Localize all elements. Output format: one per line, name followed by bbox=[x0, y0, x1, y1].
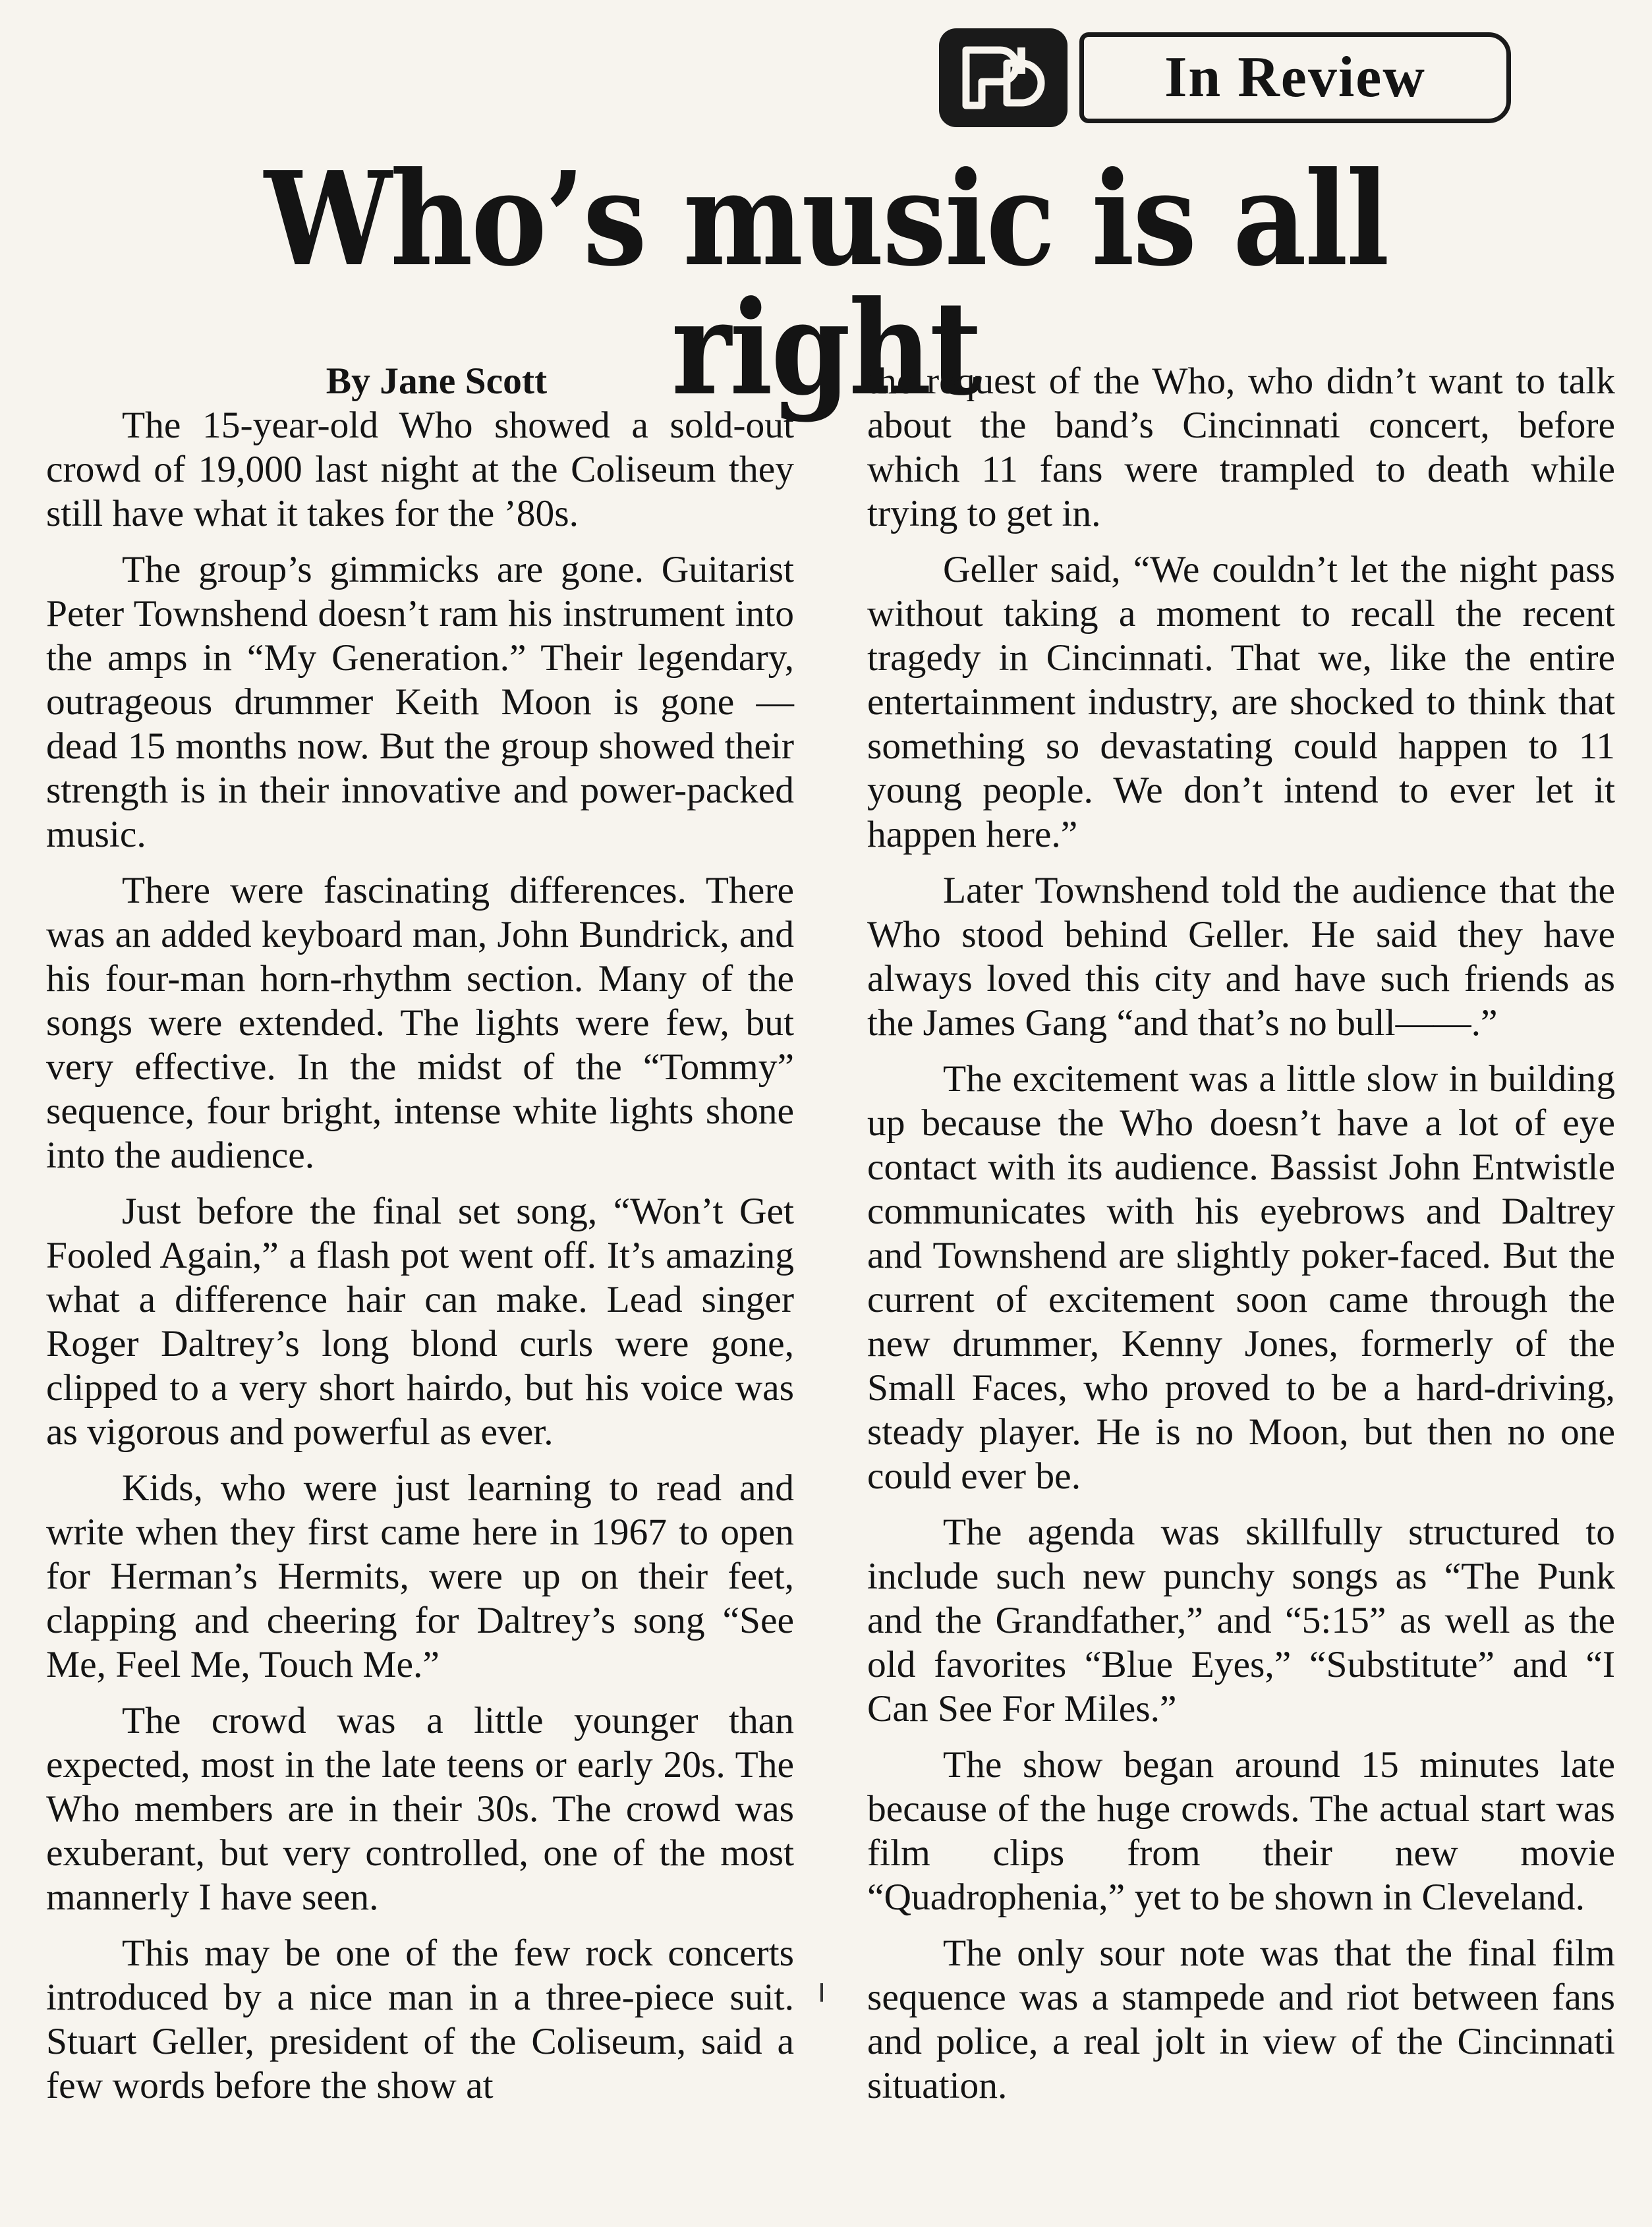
paragraph: The show began around 15 minutes late because of the huge crowds. The actual start was film clips from their new movie “Quadrophenia,” yet to be shown in Cleveland. bbox=[867, 1744, 1615, 1918]
byline: By Jane Scott bbox=[326, 360, 548, 402]
paragraph: The only sour note was that the final film sequence was a stampede and riot between fans and police, a real jolt in view of the Cincinnati situation. bbox=[867, 1932, 1615, 2106]
paragraph: The group’s gimmicks are gone. Guitarist Peter Townshend doesn’t ram his instrument into the amps in “My Generation.” Their legendary, outrageous drummer Keith Moon is gone — dead 15 months now. But the group showed their strength is in their innovative and power-packed music. bbox=[46, 549, 794, 855]
section-label: In Review bbox=[1164, 45, 1426, 109]
in-review-label bbox=[1079, 32, 1511, 123]
article-column-right bbox=[867, 359, 1615, 2120]
pd-logo-icon bbox=[954, 38, 1053, 117]
paragraph: Geller said, “We couldn’t let the night pass without taking a moment to recall the recent tragedy in Cincinnati. That we, like the entire entertainment industry, are shocked to think that something so devastating could happen to 11 young people. We don’t intend to ever let it happen here.” bbox=[867, 549, 1615, 855]
paragraph: There were fascinating differences. There was an added keyboard man, John Bundrick, and his four-man horn-rhythm section. Many of the songs were extended. The lights were few, but very effective. In the midst of the “Tommy” sequence, four bright, intense white lights shone into the audience. bbox=[46, 870, 794, 1176]
plain-dealer-logo bbox=[939, 28, 1068, 127]
paragraph: The 15-year-old Who showed a sold-out crowd of 19,000 last night at the Coliseum they still have what it takes for the ’80s. bbox=[46, 405, 794, 534]
section-flag bbox=[939, 26, 1511, 128]
paragraph: The agenda was skillfully structured to include such new punchy songs as “The Punk and the Grandfather,” and “5:15” as well as the old favorites “Blue Eyes,” “Substitute” and “I Can See For Miles.” bbox=[867, 1511, 1615, 1730]
column-divider-mark bbox=[820, 1983, 823, 2002]
headline: Who’s music is all right bbox=[264, 144, 1388, 424]
paragraph: the request of the Who, who didn’t want to talk about the band’s Cincinnati concert, before which 11 fans were trampled to death while trying to get in. bbox=[867, 360, 1615, 534]
paragraph: This may be one of the few rock concerts introduced by a nice man in a three-piece suit. Stuart Geller, president of the Coliseum, said a few words before the show at bbox=[46, 1932, 794, 2106]
article-column-left bbox=[46, 359, 794, 2120]
paragraph: The excitement was a little slow in building up because the Who doesn’t have a lot of eye contact with its audience. Bassist John Entwistle communicates with his eyebrows and Daltrey and Townshend are slightly poker-faced. But the current of excitement soon came through the new drummer, Kenny Jones, formerly of the Small Faces, who proved to be a hard-driving, steady player. He is no Moon, but then no one could ever be. bbox=[867, 1058, 1615, 1497]
paragraph: Later Townshend told the audience that the Who stood behind Geller. He said they have always loved this city and have such friends as the James Gang “and that’s no bull——.” bbox=[867, 870, 1615, 1044]
paragraph: Just before the final set song, “Won’t Get Fooled Again,” a flash pot went off. It’s amazing what a difference hair can make. Lead singer Roger Daltrey’s long blond curls were gone, clipped to a very short hairdo, but his voice was as vigorous and powerful as ever. bbox=[46, 1191, 794, 1453]
paragraph: The crowd was a little younger than expected, most in the late teens or early 20s. The Who members are in their 30s. The crowd was exuberant, but very controlled, one of the most mannerly I have seen. bbox=[46, 1700, 794, 1918]
paragraph: Kids, who were just learning to read and write when they first came here in 1967 to open for Herman’s Hermits, were up on their feet, clapping and cheering for Daltrey’s song “See Me, Feel Me, Touch Me.” bbox=[46, 1467, 794, 1685]
